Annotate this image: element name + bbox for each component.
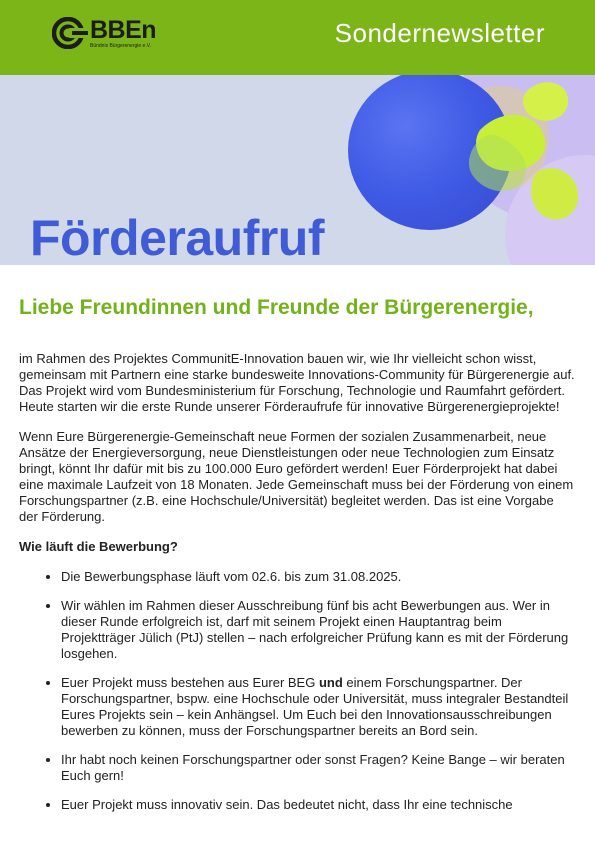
list-item: • Die Bewerbungsphase läuft vom 02.6. bis zum 31.08.2025. (61, 569, 576, 585)
intro-paragraph: im Rahmen des Projektes CommunitE-Innovation bauen wir, wie Ihr vielleicht schon wisst, gemeinsam mit Partnern eine starke bundesweite Innovations-Community für Bürgerenergie auf. Das Projekt wird vom Bundesministerium für Forschung, Technologie und Raumfahrt gefördert. Heute starten wir die erste Runde unserer Förderaufrufe für innovative Bürgerenergieprojekte! (19, 351, 575, 414)
list-item: • Wir wählen im Rahmen dieser Ausschreibung fünf bis acht Bewerbungen aus. Wer in dieser Runde erfolgreich ist, darf mit seinem Projekt einen Hauptantrag beim Projektträger Jülich (PtJ) stellen – nach erfolgreicher Prüfung kann es mit der Förderung losgehen. (61, 598, 576, 662)
list-item: • Ihr habt noch keinen Forschungspartner oder sonst Fragen? Keine Bange – wir beraten Euch gern! (61, 752, 576, 784)
funding-paragraph: Wenn Eure Bürgerenergie-Gemeinschaft neue Formen der sozialen Zusammenarbeit, neue Ansätze der Energieversorgung, neue Dienstleistungen oder neue Technologien zum Einsatz bringt, könnt Ihr dafür mit bis zu 100.000 Euro gefördert werden! Euer Förderprojekt hat dabei eine maximale Laufzeit von 18 Monaten. Jede Gemeinschaft muss bei der Förderung von einem Forschungspartner (z.B. eine Hochschule/Universität) begleitet werden. Das ist eine Vorgabe der Förderung. (19, 429, 574, 524)
logo-name: BBEn (90, 16, 157, 44)
application-subheading: Wie läuft die Bewerbung? (19, 539, 178, 554)
list-item: • Euer Projekt muss innovativ sein. Das bedeutet nicht, dass Ihr eine technische (61, 797, 576, 813)
newsletter-header (0, 0, 595, 75)
list-item (61, 675, 576, 739)
logo-subtitle: Bündnis Bürgerenergie e.V. (90, 43, 151, 49)
application-bullet-list (19, 569, 576, 813)
bben-logo-icon (52, 17, 88, 49)
newsletter-content (0, 295, 595, 813)
hero-title: Förderaufruf (30, 210, 324, 265)
logo-text (90, 17, 156, 50)
list-item-emphasis: und (318, 675, 343, 690)
bben-logo[interactable] (52, 17, 156, 50)
hero-banner (0, 75, 595, 265)
list-item-text: einem Forschungspartner. Der Forschungspartner, bspw. eine Hochschule oder Universität, muss integraler Bestandteil Eures Projekts sein – kein Anhängsel. Um Euch bei den Innovationsausschreibungen bewerben zu können, muss der Forschungspartner bereits an Bord sein. (61, 675, 569, 738)
list-item-text: Euer Projekt muss bestehen aus Eurer BEG (61, 675, 319, 690)
greeting-heading: Liebe Freundinnen und Freunde der Bürgerenergie, (19, 296, 534, 319)
newsletter-title: Sondernewsletter (334, 18, 545, 48)
